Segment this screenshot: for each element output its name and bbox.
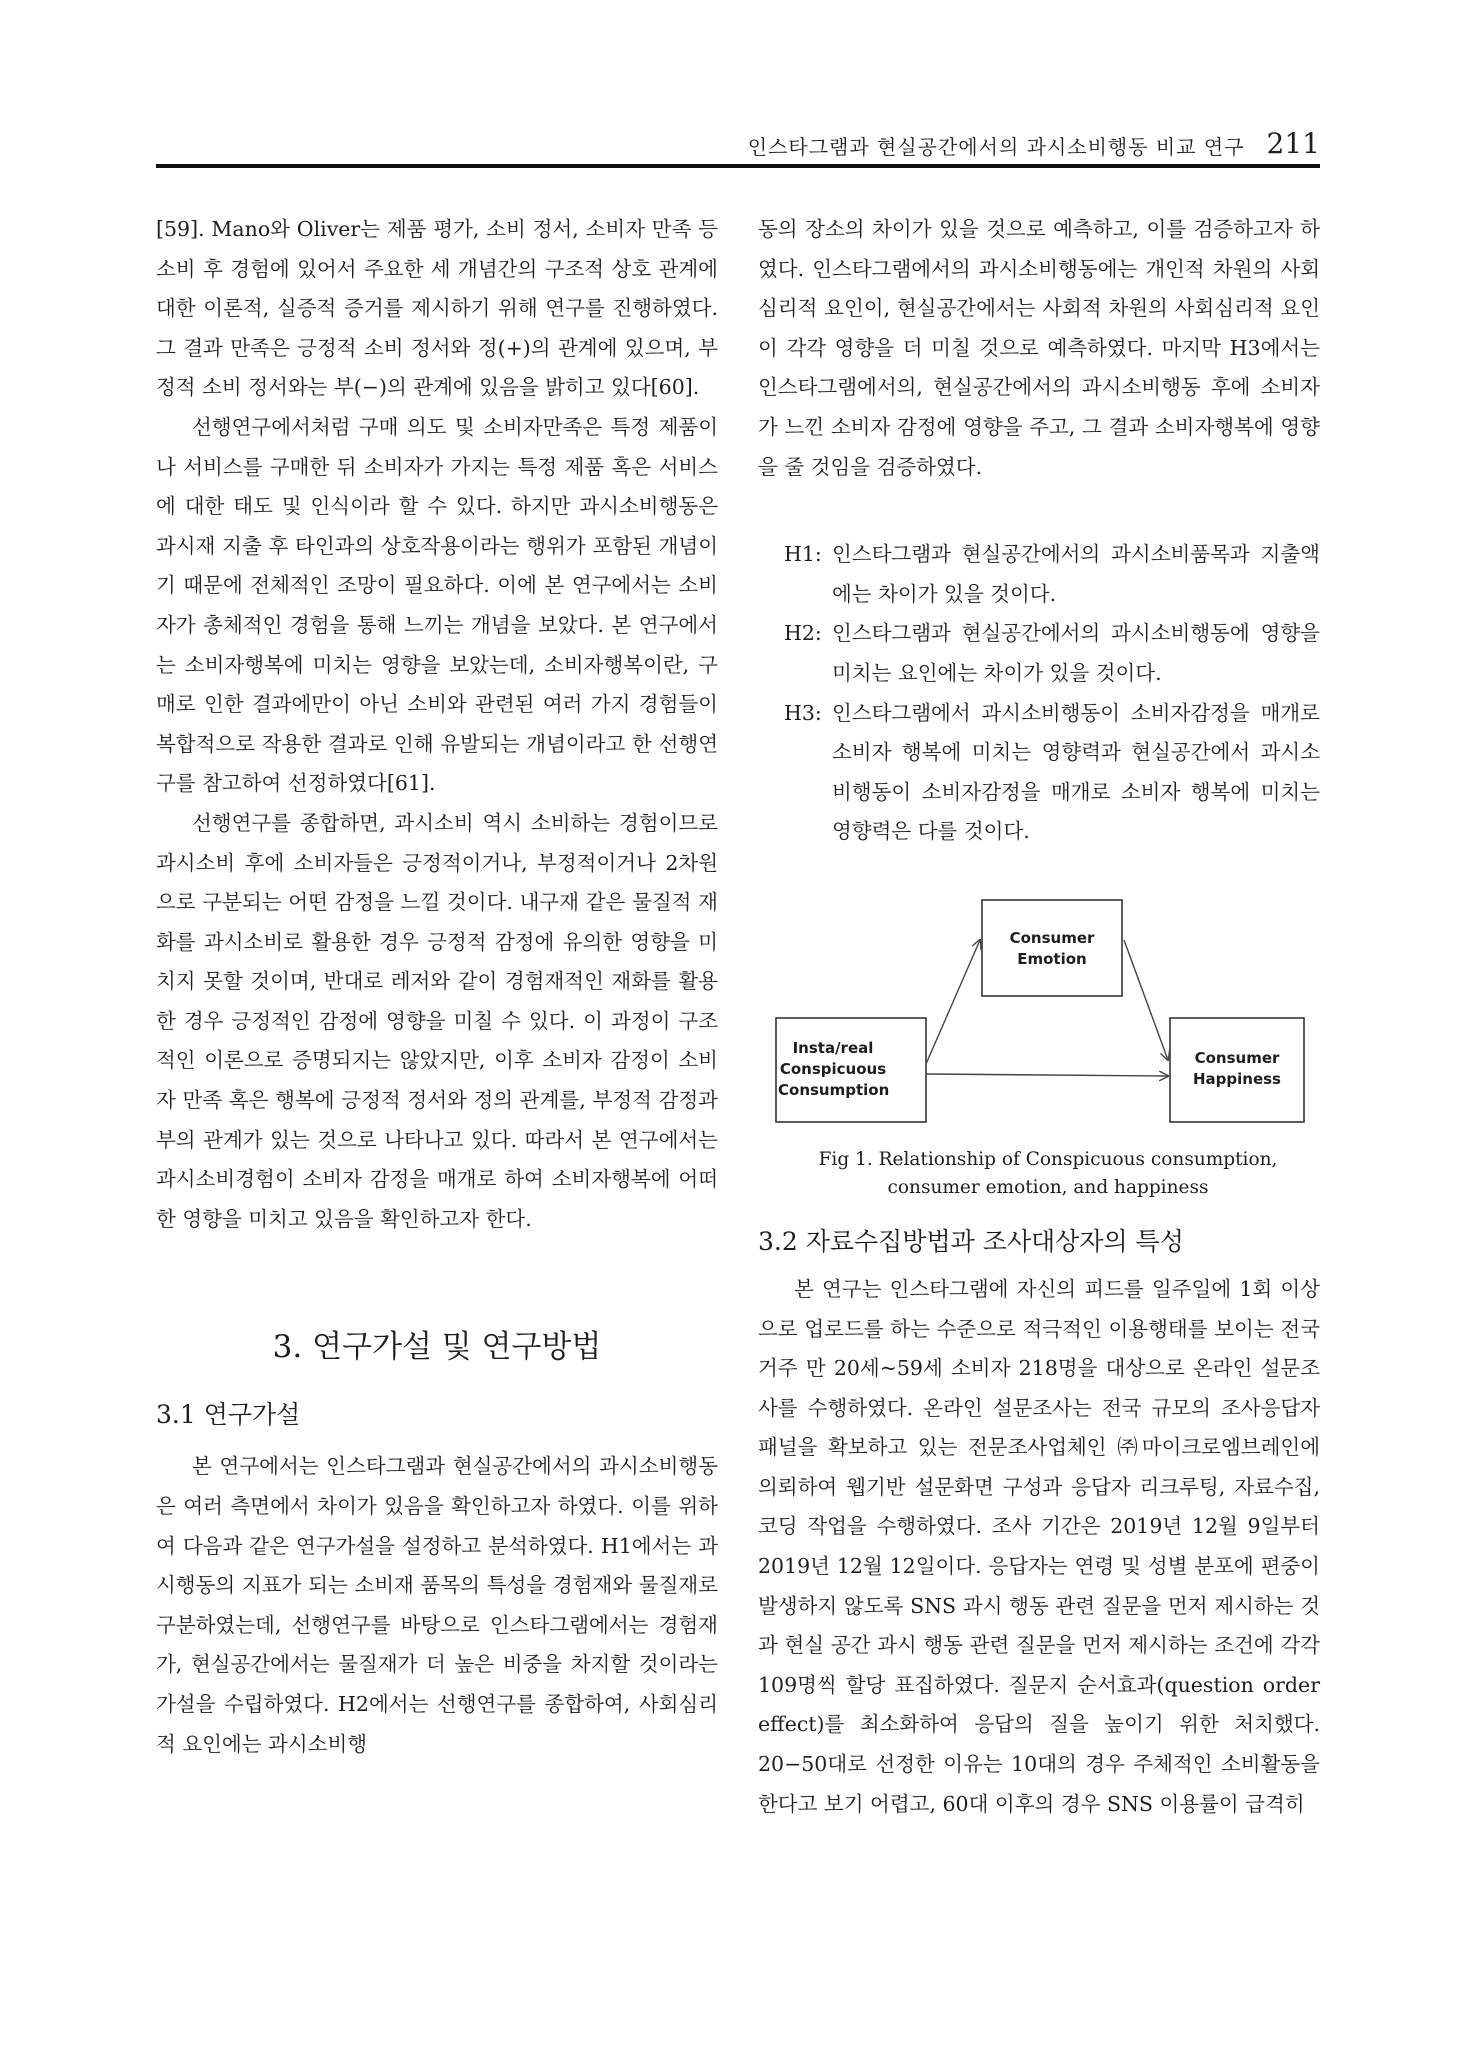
running-title: 인스타그램과 현실공간에서의 과시소비행동 비교 연구 — [747, 135, 1245, 159]
subsection-title: 3.2 자료수집방법과 조사대상자의 특성 — [758, 1226, 1184, 1256]
figure-caption — [758, 1146, 1320, 1202]
arrow-conspicuous-to-happiness — [926, 1074, 1168, 1076]
body-paragraph: 본 연구에서는 인스타그램과 현실공간에서의 과시소비행동은 여러 측면에서 차이가 있음을 확인하고자 하였다. 이를 위하여 다음과 같은 연구가설을 설정하고 분석하였다. H1에서는 과시행동의 지표가 되는 소비재 품목의 특성을 경험재와 물질재로 구분하였는데, 선행연구를 바탕으로 인스타그램에서는 경험재가, 현실공간에서는 물질재가 더 높은 비중을 차지할 것이라는 가설을 수립하였다. H2에서는 선행연구를 종합하여, 사회심리적 요인에는 과시소비행 — [156, 1454, 718, 1756]
body-paragraph: 동의 장소의 차이가 있을 것으로 예측하고, 이를 검증하고자 하였다. 인스타그램에서의 과시소비행동에는 개인적 차원의 사회심리적 요인이, 현실공간에서는 사회적 차원의 사회심리적 요인이 각각 영향을 더 미칠 것으로 예측하였다. 마지막 H3에서는 인스타그램에서의, 현실공간에서의 과시소비행동 후에 소비자가 느낀 소비자 감정에 영향을 주고, 그 결과 소비자행복에 영향을 줄 것임을 검증하였다. — [758, 217, 1320, 479]
emotion-label: Consumer Emotion — [1009, 928, 1095, 968]
hypothesis-label: H2: — [784, 621, 822, 646]
arrow-emotion-to-happiness — [1124, 940, 1168, 1060]
caption-line: Fig 1. Relationship of Conspicuous consumption, — [818, 1148, 1278, 1170]
caption-line: consumer emotion, and happiness — [887, 1176, 1209, 1198]
body-paragraph: 선행연구에서처럼 구매 의도 및 소비자만족은 특정 제품이나 서비스를 구매한 뒤 소비자가 가지는 특정 제품 혹은 서비스에 대한 태도 및 인식이라 할 수 있다. 하지만 과시소비행동은 과시재 지출 후 타인과의 상호작용이라는 행위가 포함된 개념이기 때문에 전체적인 조망이 필요하다. 이에 본 연구에서는 소비자가 총체적인 경험을 통해 느끼는 개념을 보았다. 본 연구에서는 소비자행복에 미치는 영향을 보았는데, 소비자행복이란, 구매로 인한 결과에만이 아닌 소비와 관련된 여러 가지 경험들이 복합적으로 작용한 결과로 인해 유발되는 개념이라고 한 선행연구를 참고하여 선정하였다[61]. — [156, 414, 718, 796]
hypothesis-item — [758, 535, 1320, 614]
right-column — [758, 210, 1320, 1824]
left-column — [156, 210, 718, 1764]
figure-1 — [758, 892, 1320, 1132]
hypothesis-text: 인스타그램에서 과시소비행동이 소비자감정을 매개로 소비자 행복에 미치는 영향력과 현실공간에서 과시소비행동이 소비자감정을 매개로 소비자 행복에 미치는 영향력은 다를 것이다. — [832, 700, 1320, 844]
hypothesis-text: 인스타그램과 현실공간에서의 과시소비행동에 영향을 미치는 요인에는 차이가 있을 것이다. — [832, 621, 1320, 685]
section-title: 3. 연구가설 및 연구방법 — [272, 1329, 602, 1366]
hypothesis-text: 인스타그램과 현실공간에서의 과시소비품목과 지출액에는 차이가 있을 것이다. — [832, 542, 1320, 606]
body-paragraph: [59]. Mano와 Oliver는 제품 평가, 소비 정서, 소비자 만족 등 소비 후 경험에 있어서 주요한 세 개념간의 구조적 상호 관계에 대한 이론적, 실증적 증거를 제시하기 위해 연구를 진행하였다. 그 결과 만족은 긍정적 소비 정서와 정(+)의 관계에 있으며, 부정적 소비 정서와는 부(−)의 관계에 있음을 밝히고 있다[60]. — [156, 217, 718, 400]
body-paragraph: 본 연구는 인스타그램에 자신의 피드를 일주일에 1회 이상으로 업로드를 하는 수준으로 적극적인 이용행태를 보이는 전국 거주 만 20세~59세 소비자 218명을 대상으로 온라인 설문조사를 수행하였다. 온라인 설문조사는 전국 규모의 조사응답자 패널을 확보하고 있는 전문조사업체인 ㈜마이크로엠브레인에 의뢰하여 웹기반 설문화면 구성과 응답자 리크루팅, 자료수집, 코딩 작업을 수행하였다. 조사 기간은 2019년 12월 9일부터 2019년 12월 12일이다. 응답자는 연령 및 성별 분포에 편중이 발생하지 않도록 SNS 과시 행동 관련 질문을 먼저 제시하는 것과 현실 공간 과시 행동 관련 질문을 먼저 제시하는 조건에 각각 109명씩 할당 표집하였다. 질문지 순서효과(question order effect)를 최소화하여 응답의 질을 높이기 위한 처치했다. 20−50대로 선정한 이유는 10대의 경우 주체적인 소비활동을 한다고 보기 어렵고, 60대 이후의 경우 SNS 이용률이 급격히 — [758, 1276, 1320, 1816]
hypothesis-item — [758, 694, 1320, 852]
page-header — [156, 118, 1320, 168]
hypothesis-item — [758, 614, 1320, 693]
hypothesis-label: H1: — [784, 542, 822, 567]
subsection-title: 3.1 연구가설 — [156, 1400, 301, 1430]
arrow-conspicuous-to-emotion — [926, 940, 980, 1064]
conspicuous-label: Insta/real Conspicuous Consumption — [778, 1038, 890, 1099]
body-paragraph: 선행연구를 종합하면, 과시소비 역시 소비하는 경험이므로 과시소비 후에 소비자들은 긍정적이거나, 부정적이거나 2차원으로 구분되는 어떤 감정을 느낄 것이다. 내구재 같은 물질적 재화를 과시소비로 활용한 경우 긍정적 감정에 유의한 영향을 미치지 못할 것이며, 반대로 레저와 같이 경험재적인 재화를 활용한 경우 긍정적인 감정에 영향을 미칠 수 있다. 이 과정이 구조적인 이론으로 증명되지는 않았지만, 이후 소비자 감정이 소비자 만족 혹은 행복에 긍정적 정서와 정의 관계를, 부정적 감정과 부의 관계가 있는 것으로 나타나고 있다. 따라서 본 연구에서는 과시소비경험이 소비자 감정을 매개로 하여 소비자행복에 어떠한 영향을 미치고 있음을 확인하고자 한다. — [156, 810, 718, 1231]
happiness-label: Consumer Happiness — [1192, 1048, 1281, 1088]
hypothesis-list — [758, 535, 1320, 852]
hypothesis-label: H3: — [784, 700, 822, 725]
page-number: 211 — [1266, 127, 1320, 160]
